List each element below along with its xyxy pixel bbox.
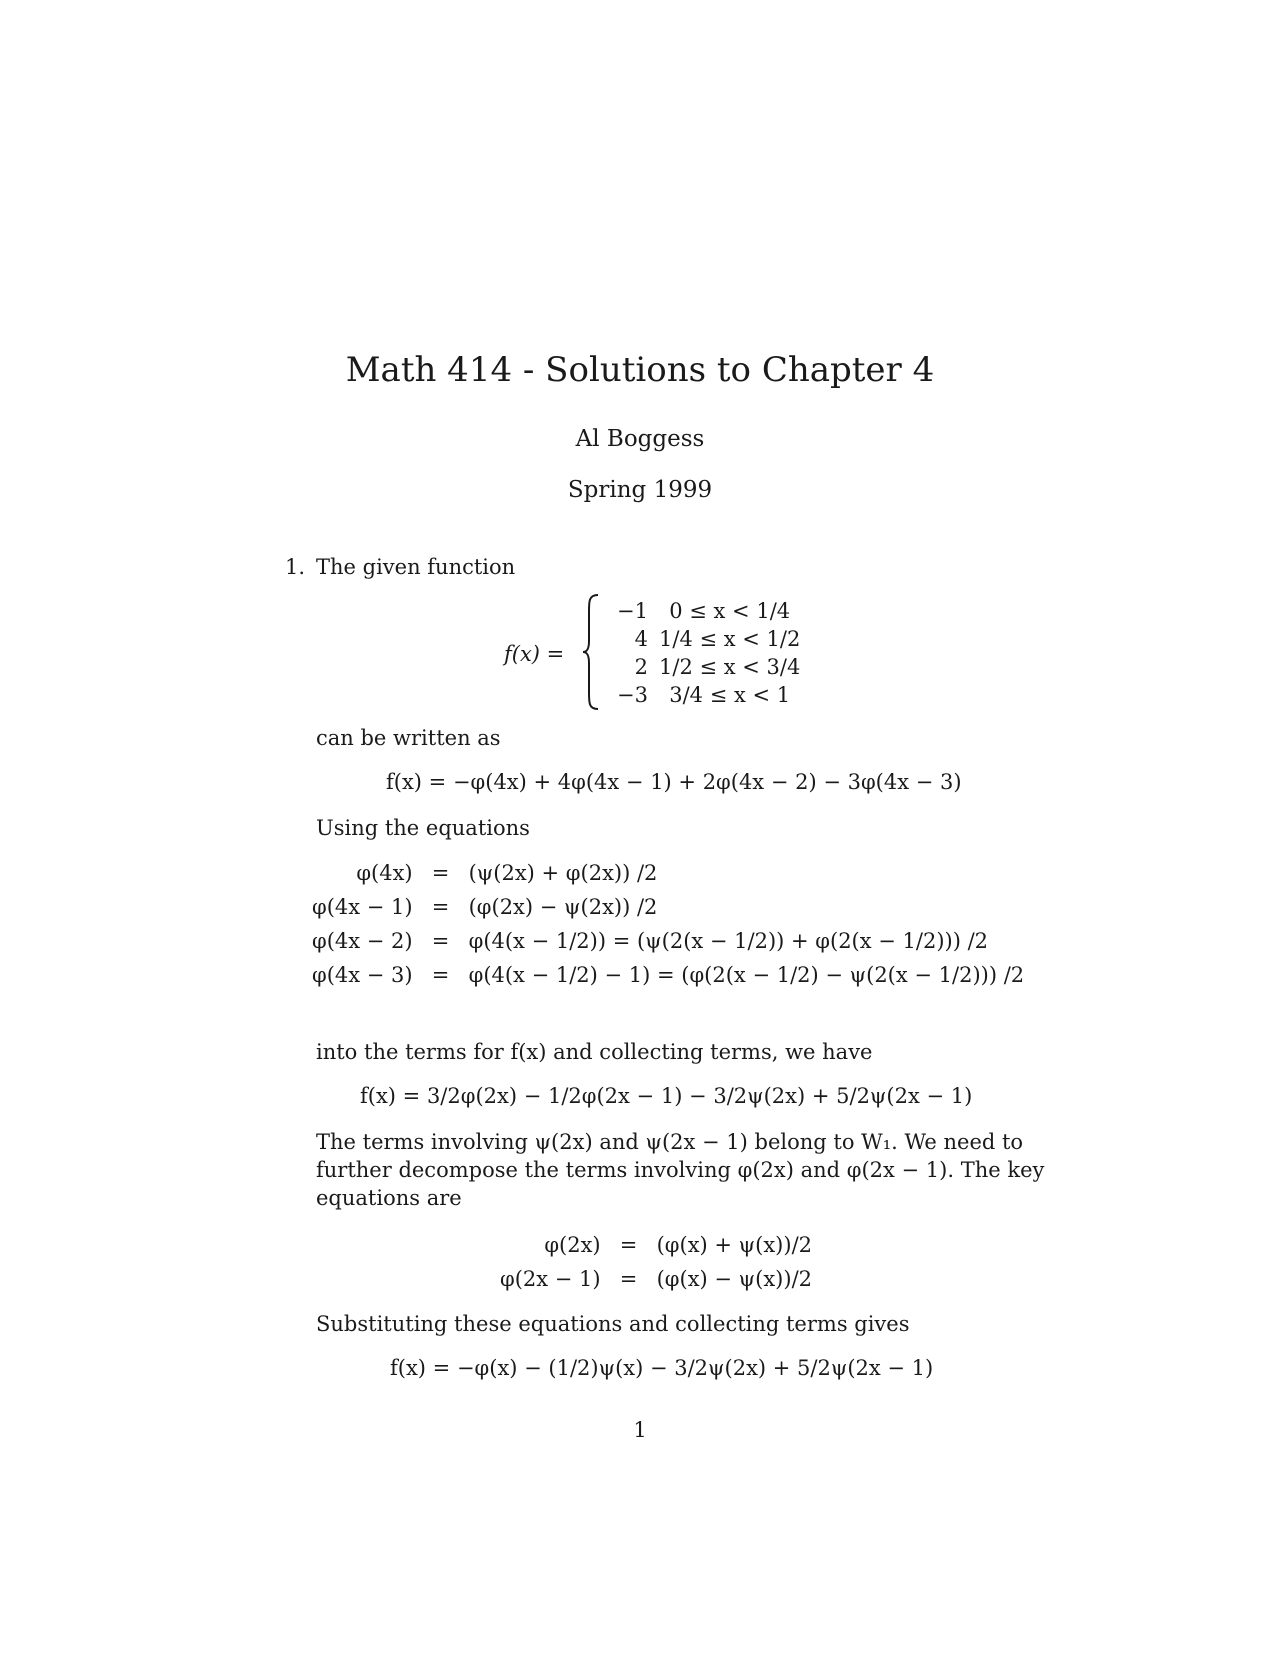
eq-lhs: φ(4x − 2) <box>312 929 413 953</box>
paragraph-line: further decompose the terms involving φ(2x) and φ(2x − 1). The key <box>316 1158 1045 1182</box>
piecewise-cases <box>600 597 820 712</box>
equation-row <box>312 958 1024 992</box>
page-number: 1 <box>633 1418 647 1442</box>
eq-rhs: (φ(x) − ψ(x))/2 <box>656 1267 813 1291</box>
case-value: 4 <box>634 627 648 651</box>
eq-op: = <box>431 963 450 987</box>
equation-written: f(x) = −φ(4x) + 4φ(4x − 1) + 2φ(4x − 2) − 3φ(4x − 3) <box>386 770 962 794</box>
eq-lhs: φ(2x) <box>544 1233 601 1257</box>
problem-number: 1. <box>285 555 306 579</box>
equation-row <box>500 1262 812 1296</box>
eq-op: = <box>619 1233 638 1257</box>
eq-op: = <box>431 861 450 885</box>
page-title: Math 414 - Solutions to Chapter 4 <box>345 350 935 390</box>
eq-op: = <box>619 1267 638 1291</box>
eq-rhs: (φ(x) + ψ(x))/2 <box>656 1233 813 1257</box>
paragraph-line: The terms involving ψ(2x) and ψ(2x − 1) belong to W₁. We need to <box>316 1130 1024 1154</box>
case-condition: 1/2 ≤ x < 3/4 <box>659 655 801 679</box>
equation-row <box>500 1228 812 1262</box>
eq-op: = <box>431 895 450 919</box>
paragraph-line: equations are <box>316 1186 462 1210</box>
eq-rhs: (ψ(2x) + φ(2x)) /2 <box>468 861 658 885</box>
equation-row <box>312 924 1024 958</box>
eq-lhs: φ(4x − 1) <box>312 895 413 919</box>
using-text: Using the equations <box>316 816 530 840</box>
left-brace <box>580 593 602 711</box>
equation-system-2 <box>500 1228 812 1296</box>
date: Spring 1999 <box>567 477 713 503</box>
fx-lhs: f(x) = <box>504 642 565 666</box>
substituting-text: Substituting these equations and collecting terms gives <box>316 1312 910 1336</box>
case-condition: 0 ≤ x < 1/4 <box>669 599 791 623</box>
eq-rhs: φ(4(x − 1/2) − 1) = (φ(2(x − 1/2) − ψ(2(x − 1/2))) /2 <box>468 963 1025 987</box>
author: Al Boggess <box>575 426 705 452</box>
case-condition: 3/4 ≤ x < 1 <box>669 683 791 707</box>
equation-row <box>312 890 1024 924</box>
eq-op: = <box>431 929 450 953</box>
case-value: −1 <box>617 599 648 623</box>
into-terms-text: into the terms for f(x) and collecting terms, we have <box>316 1040 873 1064</box>
eq-lhs: φ(4x) <box>356 861 413 885</box>
eq-lhs: φ(4x − 3) <box>312 963 413 987</box>
eq-lhs: φ(2x − 1) <box>500 1267 601 1291</box>
equation-row <box>312 856 1024 890</box>
eq-rhs: (φ(2x) − ψ(2x)) /2 <box>468 895 658 919</box>
equation-final: f(x) = −φ(x) − (1/2)ψ(x) − 3/2ψ(2x) + 5/2ψ(2x − 1) <box>390 1356 934 1380</box>
problem-intro: The given function <box>316 555 516 579</box>
equation-system-1 <box>312 856 1024 992</box>
equation-collected: f(x) = 3/2φ(2x) − 1/2φ(2x − 1) − 3/2ψ(2x) + 5/2ψ(2x − 1) <box>360 1084 973 1108</box>
case-value: 2 <box>634 655 648 679</box>
case-condition: 1/4 ≤ x < 1/2 <box>659 627 801 651</box>
case-value: −3 <box>617 683 648 707</box>
written-as-text: can be written as <box>316 726 501 750</box>
eq-rhs: φ(4(x − 1/2)) = (ψ(2(x − 1/2)) + φ(2(x − 1/2))) /2 <box>468 929 989 953</box>
